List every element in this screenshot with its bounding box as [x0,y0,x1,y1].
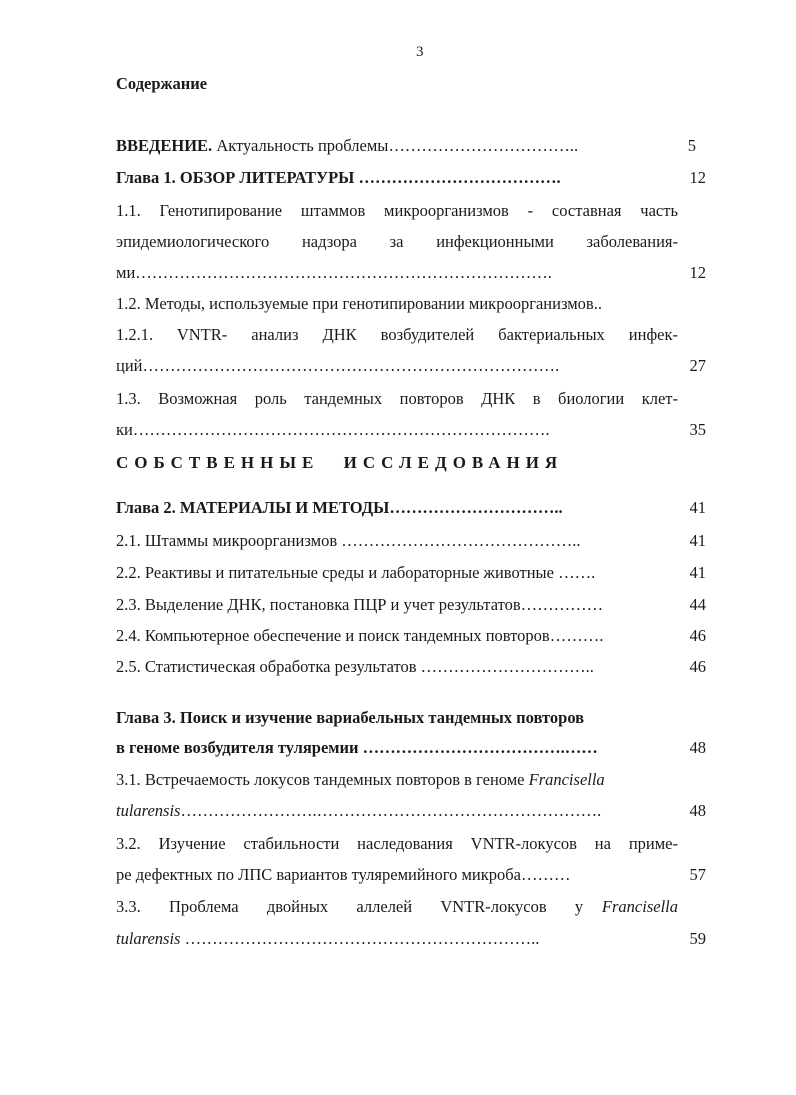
toc-entry-1-2: 1.2. Методы, используемые при генотипировании микроорганизмов.. [116,294,602,313]
toc-chapter-2: Глава 2. МАТЕРИАЛЫ И МЕТОДЫ………………………….. [116,498,563,517]
toc-page-number: 12 [689,168,706,187]
toc-entry-1-2-1-line2: ций…………………………………………………………………. [116,356,560,375]
toc-page-number: 41 [689,498,706,517]
toc-entry-3-3-line2 [116,929,539,949]
toc-entry-1-1-line1: 1.1. Генотипирование штаммов микроорганизмов - составная часть [116,201,678,220]
toc-chapter-3-line1: Глава 3. Поиск и изучение вариабельных тандемных повторов [116,708,585,727]
toc-entry-1-3-line1: 1.3. Возможная роль тандемных повторов ДНК в биологии клет- [116,389,678,408]
toc-entry-2-3: 2.3. Выделение ДНК, постановка ПЦР и учет результатов…………… [116,595,604,614]
toc-page-number: 12 [689,263,706,282]
toc-entry-2-1: 2.1. Штаммы микроорганизмов …………………………………….. [116,531,581,550]
toc-page-number: 59 [689,929,706,948]
toc-entry-1-3-line2: ки…………………………………………………………………. [116,420,550,439]
toc-chapter-1: Глава 1. ОБЗОР ЛИТЕРАТУРЫ ………………………………. [116,168,561,187]
toc-page-number: 5 [687,136,696,155]
toc-entry-text: ……………………………………………………….. [180,929,540,948]
toc-entry-text: Актуальность проблемы…………………………….. [212,136,579,155]
toc-page-number: 35 [689,420,706,439]
toc-entry-3-2-line1: 3.2. Изучение стабильности наследования VNTR-локусов на приме- [116,834,678,853]
toc-entry-text: 3.3. Проблема двойных аллелей VNTR-локусов у [116,897,598,916]
toc-page-number: 48 [689,801,706,820]
toc-entry-2-4: 2.4. Компьютерное обеспечение и поиск тандемных повторов………. [116,626,604,645]
toc-entry-italic: tularensis [116,801,181,820]
toc-entry-3-3-line1 [116,897,678,917]
toc-entry-3-1-line2 [116,801,601,821]
toc-entry-1-1-line3: ми…………………………………………………………………. [116,263,552,282]
toc-entry-text: 3.1. Встречаемость локусов тандемных повторов в геноме [116,770,529,789]
toc-page-number: 57 [689,865,706,884]
toc-entry-3-1-line1 [116,770,605,790]
toc-entry-text: …………………….……………………………………………. [180,801,602,820]
toc-page-number: 46 [689,626,706,645]
toc-page-number: 46 [689,657,706,676]
page-number: 3 [416,44,424,60]
toc-entry-italic: Francisella [601,897,678,916]
section-header: СОБСТВЕННЫЕ ИССЛЕДОВАНИЯ [116,453,564,472]
toc-entry-3-2-line2: ре дефектных по ЛПС вариантов туляремийного микроба……… [116,865,571,884]
toc-heading: Содержание [116,74,208,93]
toc-entry-2-5: 2.5. Статистическая обработка результатов ………………………….. [116,657,594,676]
toc-entry-1-2-1-line1: 1.2.1. VNTR- анализ ДНК возбудителей бактериальных инфек- [116,325,678,344]
toc-page-number: 48 [689,738,706,757]
toc-entry-italic: tularensis [116,929,181,948]
toc-entry-intro [116,136,578,156]
toc-page-number: 41 [689,563,706,582]
toc-entry-italic: Francisella [528,770,605,789]
toc-entry-1-1-line2: эпидемиологического надзора за инфекционными заболевания- [116,232,678,251]
toc-page-number: 41 [689,531,706,550]
toc-entry-bold: ВВЕДЕНИЕ. [116,136,213,155]
toc-page-number: 44 [689,595,706,614]
toc-entry-2-2: 2.2. Реактивы и питательные среды и лабораторные животные ……. [116,563,596,582]
toc-chapter-3-line2: в геноме возбудителя туляремии ……………………………….…… [116,738,598,757]
toc-page-number: 27 [689,356,706,375]
